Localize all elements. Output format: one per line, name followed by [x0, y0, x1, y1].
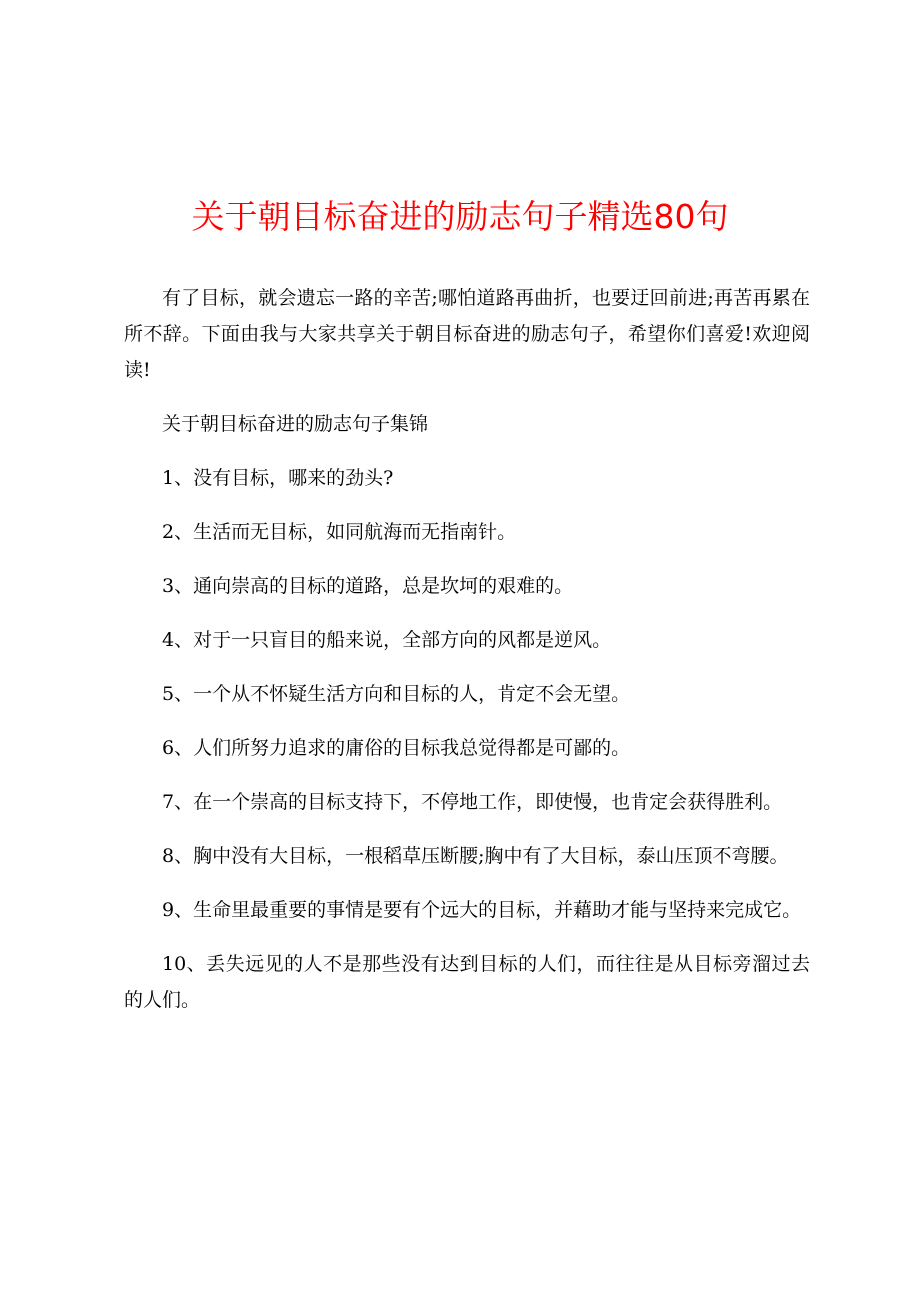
- list-item-4: 4、对于一只盲目的船来说，全部方向的风都是逆风。: [162, 629, 612, 651]
- section-heading: 关于朝目标奋进的励志句子集锦: [162, 413, 429, 435]
- document-title: 关于朝目标奋进的励志句子精选80句: [191, 197, 729, 236]
- list-item-2: 2、生活而无目标，如同航海而无指南针。: [162, 521, 517, 543]
- list-item-6: 6、人们所努力追求的庸俗的目标我总觉得都是可鄙的。: [162, 737, 631, 759]
- list-item-10: 10、丢失远见的人不是那些没有达到目标的人们，而往往是从目标旁溜过去的人们。: [124, 953, 810, 1011]
- list-item-5: 5、一个从不怀疑生活方向和目标的人，肯定不会无望。: [162, 683, 631, 705]
- list-item-7: 7、在一个崇高的目标支持下，不停地工作，即使慢，也肯定会获得胜利。: [162, 791, 783, 813]
- intro-paragraph: 有了目标，就会遗忘一路的辛苦;哪怕道路再曲折，也要迂回前进;再苦再累在所不辞。下面由我与大家共享关于朝目标奋进的励志句子，希望你们喜爱!欢迎阅读!: [124, 287, 810, 381]
- list-item-8: 8、胸中没有大目标，一根稻草压断腰;胸中有了大目标，泰山压顶不弯腰。: [162, 845, 789, 867]
- document-body: [124, 280, 810, 1036]
- list-item-9: 9、生命里最重要的事情是要有个远大的目标，并藉助才能与坚持来完成它。: [162, 899, 802, 921]
- list-item-1: 1、没有目标，哪来的劲头?: [162, 467, 394, 489]
- list-item-3: 3、通向崇高的目标的道路，总是坎坷的艰难的。: [162, 575, 574, 597]
